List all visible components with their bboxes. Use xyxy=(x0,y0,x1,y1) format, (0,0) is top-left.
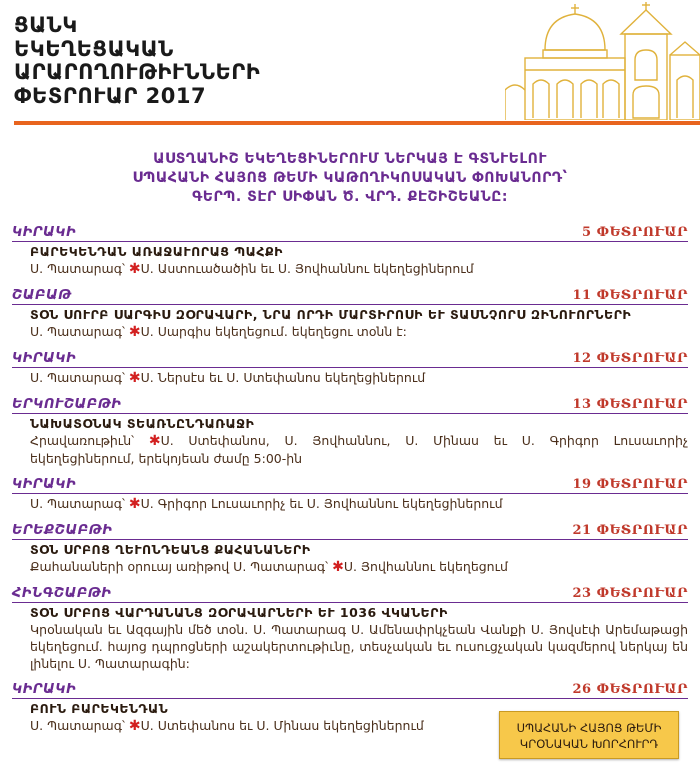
event-item xyxy=(12,285,688,348)
event-title: ՏՕՆ ՍՐԲՈՑ ՂԵՒՈՆԴԵԱՆՑ ՔԱՀԱՆԱՆԵՐԻ xyxy=(30,542,311,557)
event-item xyxy=(12,348,688,394)
event-detail-post: Ս. Ներսէս եւ Ս. Ստեփանոս եկեղեցիներում xyxy=(140,370,426,385)
event-header xyxy=(12,679,688,699)
event-body xyxy=(12,540,688,583)
event-day: ԿԻՐԱԿԻ xyxy=(12,225,77,240)
star-icon: ✱ xyxy=(128,496,141,512)
event-detail-post: Ս. Յովհաննու եկեղեցում xyxy=(343,559,508,574)
event-detail-pre: Ս. Պատարագ՝ xyxy=(30,496,125,511)
intro-line: ՍՊԱՀԱՆԻ ՀԱՅՈՑ ԹԵՄԻ ԿԱԹՈՂԻԿՈՍԱԿԱՆ ՓՈԽԱՆՈՐԴ՝ xyxy=(132,170,568,186)
event-detail-pre: Ս. Պատարագ՝ xyxy=(30,370,125,385)
event-header xyxy=(12,348,688,368)
event-day: ԵՐԵՔՇԱԲԹԻ xyxy=(12,523,113,538)
event-day: ԿԻՐԱԿԻ xyxy=(12,682,77,697)
event-detail xyxy=(30,369,688,387)
event-date: 12 ՓԵՏՐՈՒԱՐ xyxy=(572,351,688,366)
event-detail-pre: Ս. Պատարագ՝ xyxy=(30,718,125,733)
event-date: 21 ՓԵՏՐՈՒԱՐ xyxy=(572,523,688,538)
event-detail-post: Ս. Գրիգոր Լուսաւորիչ եւ Ս. Յովհաննու եկեղեցիներում xyxy=(140,496,503,511)
star-icon: ✱ xyxy=(128,261,141,277)
event-date: 5 ՓԵՏՐՈՒԱՐ xyxy=(582,225,688,240)
event-day: ՇԱԲԱԹ xyxy=(12,288,72,303)
event-header xyxy=(12,520,688,540)
event-header xyxy=(12,474,688,494)
event-date: 26 ՓԵՏՐՈՒԱՐ xyxy=(572,682,688,697)
title-line: ԵԿԵՂԵՑԱԿԱՆ xyxy=(14,36,174,61)
event-title: ՆԱԽԱՏՕՆԱԿ ՏԵԱՌՆԸՆԴԱՌԱՋԻ xyxy=(30,416,255,431)
star-icon: ✱ xyxy=(332,559,344,575)
event-detail xyxy=(30,260,688,278)
event-body xyxy=(12,242,688,285)
star-icon: ✱ xyxy=(128,324,141,340)
page-title xyxy=(14,14,260,108)
event-date: 11 ՓԵՏՐՈՒԱՐ xyxy=(572,288,688,303)
event-date: 19 ՓԵՏՐՈՒԱՐ xyxy=(572,477,688,492)
event-detail-post: Ս. Ստեփանոս եւ Ս. Մինաս եկեղեցիներում xyxy=(140,718,424,733)
event-date: 23 ՓԵՏՐՈՒԱՐ xyxy=(572,586,688,601)
event-item xyxy=(12,583,688,679)
council-badge xyxy=(499,711,679,759)
event-day: ԿԻՐԱԿԻ xyxy=(12,477,77,492)
event-header xyxy=(12,583,688,603)
event-detail-pre: Ս. Պատարագ՝ xyxy=(30,261,125,276)
event-detail-post: Ս. Աստուածածին եւ Ս. Յովհաննու եկեղեցիներում xyxy=(140,261,474,276)
event-body xyxy=(12,494,688,520)
badge-line: ՍՊԱՀԱՆԻ ՀԱՅՈՑ ԹԵՄԻ xyxy=(516,721,662,735)
event-detail-pre: Քահանաների օրուայ առիթով Ս. Պատարագ՝ xyxy=(30,559,329,574)
event-header xyxy=(12,222,688,242)
event-item xyxy=(12,520,688,583)
event-detail-pre: Ս. Պատարագ՝ xyxy=(30,324,125,339)
event-date: 13 ՓԵՏՐՈՒԱՐ xyxy=(572,397,688,412)
badge-line: ԿՐՕՆԱԿԱՆ ԽՈՐՀՈՒՐԴ xyxy=(519,737,659,751)
event-detail xyxy=(30,558,688,576)
event-detail xyxy=(30,432,688,467)
title-line: ԱՐԱՐՈՂՈՒԹԻՒՆՆԵՐԻ xyxy=(14,60,261,84)
event-header xyxy=(12,394,688,414)
event-title: ԲԱՐԵԿԵՆԴԱՆ ԱՌԱՋԱՒՈՐԱՑ ՊԱՀՔԻ xyxy=(30,244,284,259)
event-detail-pre: Հրավառութիւն՝ xyxy=(30,433,135,448)
event-title: ՏՕՆ ՍՈՒՐԲ ՍԱՐԳԻՍ ԶՕՐԱՎԱՐԻ, ՆՐԱ ՈՐԴԻ ՄԱՐՏԻՐՈՍԻ ԵՒ ՏԱՍՆՉՈՐՍ ԶԻՆՈՒՈՐՆԵՐԻ xyxy=(30,307,632,322)
event-day: ԿԻՐԱԿԻ xyxy=(12,351,77,366)
event-detail xyxy=(30,323,688,341)
event-header xyxy=(12,285,688,305)
title-line: ՓԵՏՐՈՒԱՐ 2017 xyxy=(14,83,207,108)
event-body xyxy=(12,305,688,348)
event-text: Կրօնական եւ Ազգային մեծ տօն. Ս. Պատարագ Ս. Ամենափրկչեան Վանքի Ս. Յովսէփ Արեմաթացի եկեղեցում. հայոց դպրոցների աշակերտութիւնը, տեսչական եւ ուսուցչական կազմերով ներկայ են լինելու Ս. Պատարագին: xyxy=(30,622,688,671)
title-line: ՑԱՆԿ xyxy=(14,13,78,37)
event-body xyxy=(12,368,688,394)
star-icon: ✱ xyxy=(128,370,141,386)
events-list xyxy=(12,222,688,742)
event-detail-post: Ս. Սարգիս եկեղեցում. եկեղեցու տօնն է: xyxy=(140,324,407,339)
event-item xyxy=(12,222,688,285)
event-item xyxy=(12,394,688,474)
event-day: ՀԻՆԳՇԱԲԹԻ xyxy=(12,586,112,601)
event-item xyxy=(12,474,688,520)
event-body xyxy=(12,414,688,474)
event-detail xyxy=(30,495,688,513)
event-title: ՏՕՆ ՍՐԲՈՑ ՎԱՐԴԱՆԱՆՑ ԶՕՐԱՎԱՐՆԵՐԻ ԵՒ 1036 ՎԿԱՆԵՐԻ xyxy=(30,605,448,620)
header xyxy=(0,0,700,120)
event-detail-post: Ս. Ստեփանոս, Ս. Յովհաննու, Ս. Մինաս եւ Ս. Գրիգոր Լուսաւորիչ եկեղեցիներում, երեկոյեան ժամը 5:00-ին xyxy=(30,433,688,466)
event-body xyxy=(12,603,688,679)
event-day: ԵՐԿՈՒՇԱԲԹԻ xyxy=(12,397,122,412)
intro-line: ԱՍՏՂԱՆԻՇ ԵԿԵՂԵՑԻՆԵՐՈՒՄ ՆԵՐԿԱՅ Է ԳՏՆՒԵԼՈՒ xyxy=(153,151,547,167)
event-title: ԲՈՒՆ ԲԱՐԵԿԵՆԴԱՆ xyxy=(30,701,169,716)
church-illustration xyxy=(505,0,700,120)
intro-text xyxy=(0,150,700,207)
intro-line: ԳԵՐՊ. ՏԷՐ ՍԻՓԱՆ Ծ. ՎՐԴ. ՔԷՇԻՇԵԱՆԸ: xyxy=(192,189,508,205)
star-icon: ✱ xyxy=(128,718,141,734)
header-divider xyxy=(14,121,700,125)
star-icon: ✱ xyxy=(148,433,161,449)
